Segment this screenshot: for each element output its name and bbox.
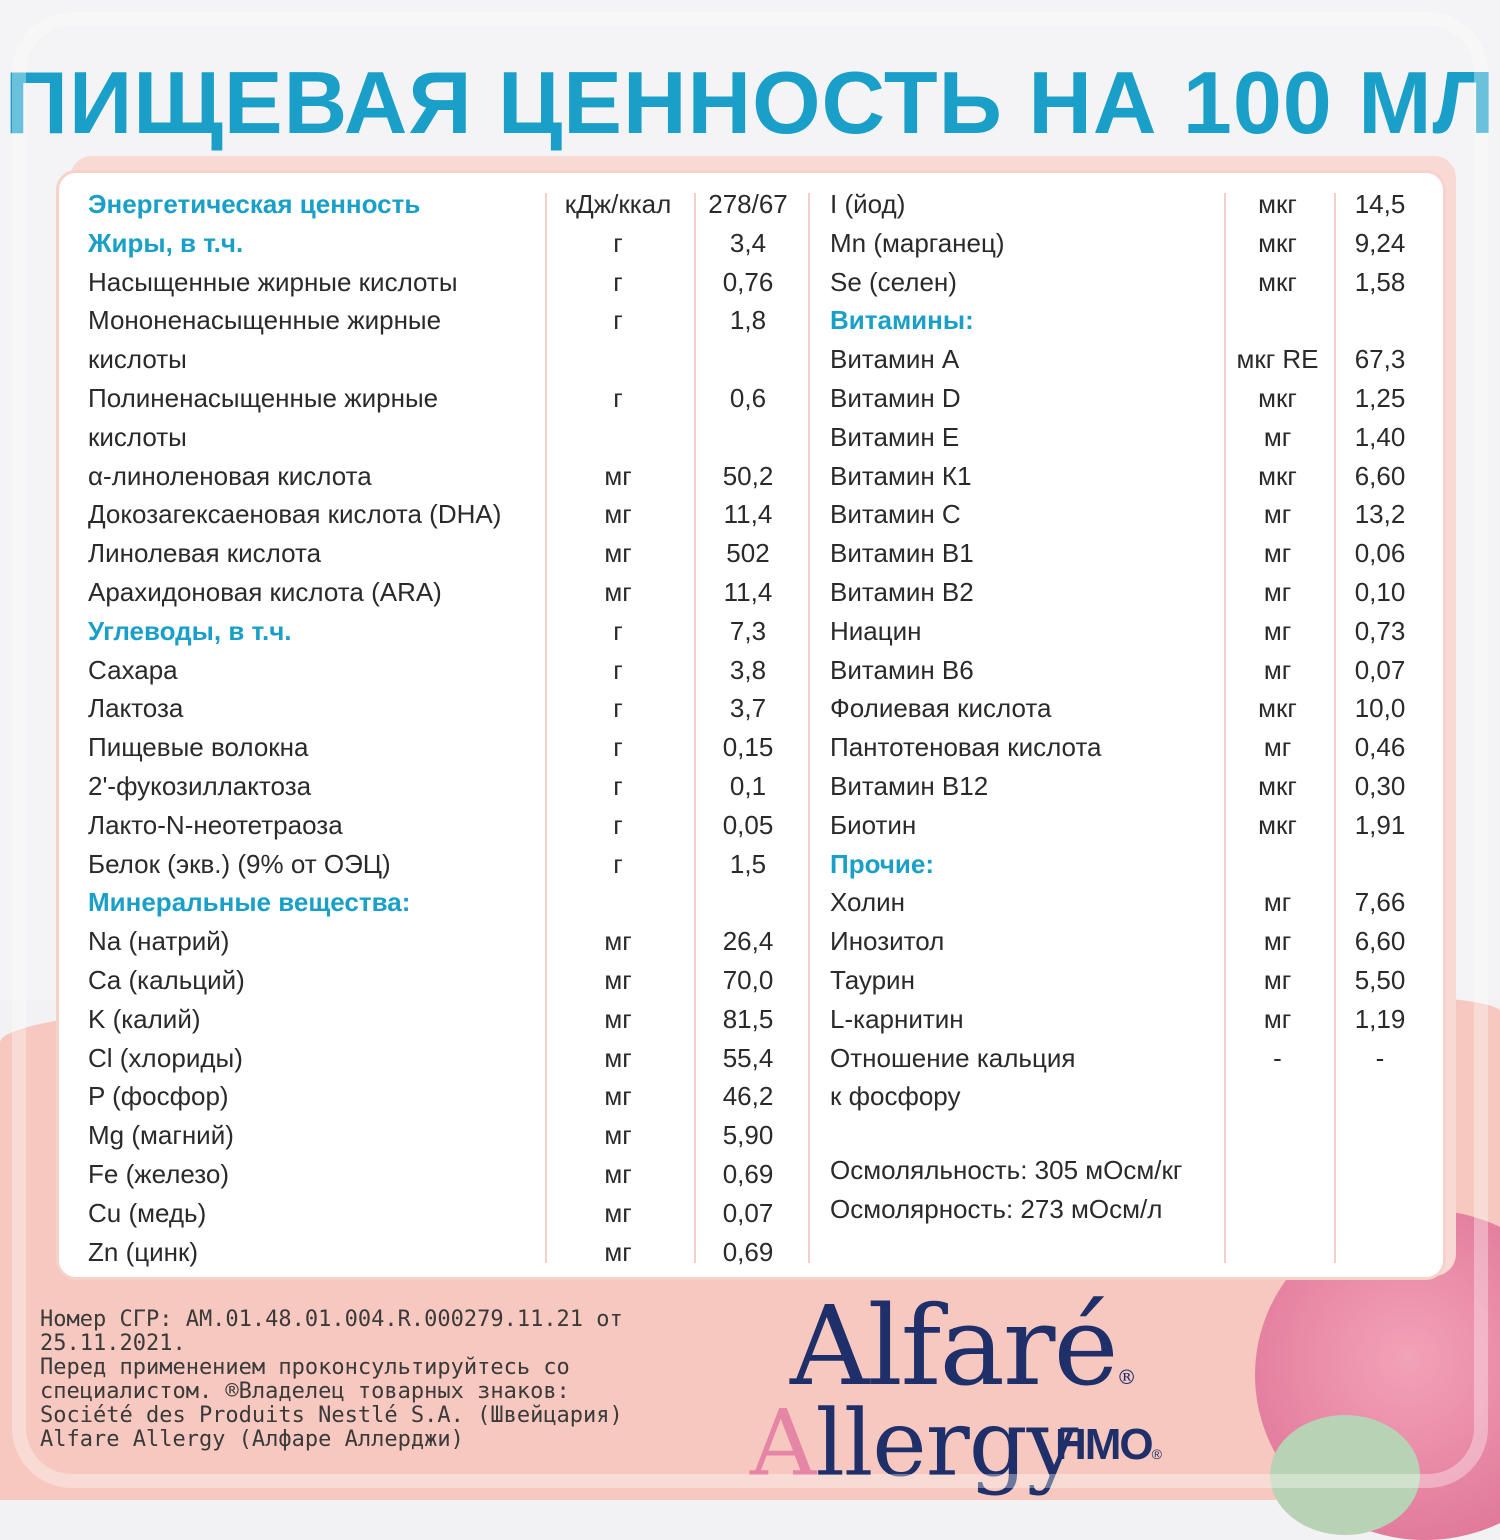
nutrient-value: 0,10 xyxy=(1354,577,1406,607)
nutrient-value: 0,73 xyxy=(1354,615,1406,646)
nutrient-value: 5,90 xyxy=(722,1120,774,1151)
nutrient-unit: мкг xyxy=(1258,227,1297,258)
nutrient-unit: мг xyxy=(604,1197,632,1228)
hmo-text: HMO xyxy=(1055,1420,1152,1469)
nutrient-name: Cl (хлориды) xyxy=(88,1042,243,1073)
nutrient-unit: мкг RE xyxy=(1236,344,1319,375)
nutrient-value: 55,4 xyxy=(722,1042,774,1073)
decor-blob-green xyxy=(1270,1415,1420,1535)
nutrient-value: 502 xyxy=(726,538,770,569)
nutrition-table xyxy=(56,170,1446,1280)
nutrient-name: Витамин В2 xyxy=(830,577,974,607)
nutrient-value: 6,60 xyxy=(1354,460,1406,491)
nutrient-name: Витамин В12 xyxy=(830,771,989,801)
nutrient-unit: мг xyxy=(1263,732,1292,763)
nutrient-name: Витамин К1 xyxy=(830,460,972,491)
nutrient-value: 81,5 xyxy=(722,1003,774,1034)
nutrient-name: Линолевая кислота xyxy=(88,538,322,569)
nutrient-name: Mg (магний) xyxy=(88,1120,234,1151)
nutrient-unit: г xyxy=(613,305,623,336)
nutrient-unit: мг xyxy=(1263,538,1292,569)
nutrient-name: Сахара xyxy=(88,654,178,685)
osmolarity-text: Осмолярность: 273 мОсм/л xyxy=(830,1194,1163,1224)
nutrient-value: 46,2 xyxy=(722,1081,774,1112)
nutrient-name: Прочие: xyxy=(830,848,934,879)
nutrient-value: 10,0 xyxy=(1354,693,1406,724)
nutrient-unit: мг xyxy=(1263,965,1292,995)
nutrient-name: Пантотеновая кислота xyxy=(830,732,1102,763)
nutrient-name: P (фосфор) xyxy=(88,1081,229,1112)
nutrient-name: Таурин xyxy=(830,965,915,995)
nutrient-unit: мкг xyxy=(1258,383,1297,413)
nutrient-value: 0,76 xyxy=(722,266,774,297)
nutrient-name: 2'-фукозиллактоза xyxy=(88,771,312,801)
nutrient-unit: г xyxy=(613,693,623,724)
nutrient-name: Витамин А xyxy=(830,344,960,375)
nutrient-value: 1,40 xyxy=(1354,421,1406,452)
nutrient-unit: мг xyxy=(604,577,632,607)
nutrient-name: Отношение кальция xyxy=(830,1042,1076,1073)
nutrient-unit: мг xyxy=(604,538,632,569)
nutrient-name: Витамин E xyxy=(830,421,960,452)
nutrient-unit: г xyxy=(613,771,623,801)
nutrient-unit: мг xyxy=(1263,499,1292,530)
nutrient-value: 0,30 xyxy=(1354,771,1406,801)
nutrient-name: Холин xyxy=(830,887,905,918)
nutrient-value: 0,07 xyxy=(1354,654,1406,685)
nutrient-name: Жиры, в т.ч. xyxy=(88,227,244,258)
nutrient-value: 14,5 xyxy=(1354,189,1406,219)
legal-line: 25.11.2021. xyxy=(40,1331,186,1356)
nutrient-name: Cu (медь) xyxy=(88,1197,207,1228)
nutrient-value: 3,4 xyxy=(729,227,767,258)
nutrient-unit: мг xyxy=(1263,615,1292,646)
nutrient-name: Витамин D xyxy=(830,383,961,413)
page-title: ПИЩЕВАЯ ЦЕННОСТЬ НА 100 МЛ xyxy=(4,53,1496,152)
nutrient-name: Фолиевая кислота xyxy=(830,693,1052,724)
nutrient-name: Mn (марганец) xyxy=(830,227,1005,258)
nutrient-name: Биотин xyxy=(830,809,917,840)
registered-mark: ® xyxy=(1116,1365,1135,1389)
nutrient-unit: мкг xyxy=(1258,771,1297,801)
nutrient-name: Zn (цинк) xyxy=(88,1236,199,1267)
nutrient-unit: мг xyxy=(604,1159,632,1189)
sublogo-letter: A xyxy=(750,1390,816,1497)
nutrient-unit: г xyxy=(613,809,623,840)
nutrient-value: 3,7 xyxy=(729,693,767,724)
nutrient-value: 278/67 xyxy=(708,189,788,219)
nutrient-name: Насыщенные жирные кислоты xyxy=(88,266,458,297)
nutrient-value: 0,1 xyxy=(729,771,767,801)
nutrient-name: Энергетическая ценность xyxy=(88,189,421,219)
nutrient-value: 0,15 xyxy=(722,732,774,763)
nutrient-unit: мг xyxy=(1263,887,1292,918)
nutrient-value: 11,4 xyxy=(723,499,773,530)
nutrient-unit: г xyxy=(613,227,623,258)
nutrient-unit: мг xyxy=(604,460,632,491)
nutrient-name: Витамины: xyxy=(830,305,974,336)
nutrient-value: 1,5 xyxy=(729,848,767,879)
nutrient-unit: г xyxy=(613,383,623,413)
nutrient-value: 0,69 xyxy=(722,1159,774,1189)
nutrient-name: Минеральные вещества: xyxy=(88,887,411,918)
nutrient-value: 1,58 xyxy=(1354,266,1406,297)
nutrient-value: 70,0 xyxy=(722,965,774,995)
nutrient-unit: мг xyxy=(604,1236,632,1267)
nutrient-unit: мг xyxy=(1263,421,1292,452)
divider xyxy=(545,193,547,1263)
nutrient-name: Лакто-N-неотетраоза xyxy=(88,809,343,840)
nutrient-value: 7,3 xyxy=(729,615,767,646)
nutrient-value: 0,46 xyxy=(1354,732,1406,763)
nutrient-name: Fe (железо) xyxy=(88,1159,230,1189)
nutrient-value: 50,2 xyxy=(722,460,774,491)
nutrient-name: Пищевые волокна xyxy=(88,732,309,763)
nutrient-value: 1,25 xyxy=(1354,383,1406,413)
legal-line: Alfare Allergy (Алфаре Аллерджи) xyxy=(40,1427,464,1452)
nutrient-name: Мононенасыщенные жирные xyxy=(88,305,442,336)
nutrient-value: 0,05 xyxy=(722,809,774,840)
nutrient-value: 0,69 xyxy=(722,1236,774,1267)
nutrient-value: 1,91 xyxy=(1354,809,1406,840)
nutrient-value: - xyxy=(1375,1042,1385,1073)
hmo-registered-mark: ® xyxy=(1151,1446,1160,1462)
nutrient-name: к фосфору xyxy=(830,1081,961,1112)
nutrient-value: 6,60 xyxy=(1354,926,1406,957)
hmo-logo xyxy=(1055,1420,1160,1470)
nutrient-name: Полиненасыщенные жирные xyxy=(88,383,439,413)
divider xyxy=(808,193,810,1263)
legal-line: специалистом. ®Владелец товарных знаков: xyxy=(40,1379,570,1404)
nutrient-value: 9,24 xyxy=(1354,227,1406,258)
brand-name: Alfaré xyxy=(790,1282,1117,1410)
nutrient-unit: кДж/ккал xyxy=(564,189,672,219)
nutrient-name: кислоты xyxy=(88,421,187,452)
nutrient-name: Se (селен) xyxy=(830,266,957,297)
nutrient-name: I (йод) xyxy=(830,189,906,219)
nutrient-value: 3,8 xyxy=(729,654,767,685)
nutrient-unit: мг xyxy=(1263,1003,1292,1034)
nutrient-value: 26,4 xyxy=(722,926,774,957)
nutrient-unit: мг xyxy=(1263,926,1292,957)
nutrient-name: Витамин В1 xyxy=(830,538,974,569)
nutrient-unit: мкг xyxy=(1258,266,1297,297)
nutrient-name: Арахидоновая кислота (ARA) xyxy=(88,577,442,607)
nutrient-unit: мг xyxy=(604,499,632,530)
nutrient-name: α-линоленовая кислота xyxy=(88,460,372,491)
nutrient-unit: г xyxy=(613,848,623,879)
nutrient-value: 13,2 xyxy=(1354,499,1406,530)
nutrient-name: K (калий) xyxy=(88,1003,201,1034)
nutrient-unit: г xyxy=(613,615,623,646)
nutrient-unit: г xyxy=(613,732,623,763)
nutrient-value: 1,19 xyxy=(1354,1003,1406,1034)
osmolality-text: Осмоляльность: 305 мОсм/кг xyxy=(830,1155,1183,1185)
brand-sublogo xyxy=(750,1390,1078,1497)
nutrient-unit: мг xyxy=(604,1120,632,1151)
nutrient-value: 7,66 xyxy=(1354,887,1406,918)
nutrient-name: Лактоза xyxy=(88,693,184,724)
nutrient-unit: мкг xyxy=(1258,460,1297,491)
nutrient-value: 11,4 xyxy=(723,577,773,607)
nutrient-name: L-карнитин xyxy=(830,1003,964,1034)
legal-line: Société des Produits Nestlé S.A. (Швейцария) xyxy=(40,1403,623,1428)
legal-text xyxy=(40,1308,730,1452)
nutrient-name: кислоты xyxy=(88,344,187,375)
nutrient-value: 5,50 xyxy=(1354,965,1406,995)
nutrient-unit: мг xyxy=(604,926,632,957)
nutrient-name: Углеводы, в т.ч. xyxy=(88,615,292,646)
nutrient-value: 0,07 xyxy=(722,1197,774,1228)
nutrient-name: Белок (экв.) (9% от ОЭЦ) xyxy=(88,848,391,879)
nutrient-unit: г xyxy=(613,266,623,297)
nutrient-unit: мкг xyxy=(1258,809,1297,840)
nutrient-unit: мкг xyxy=(1258,189,1297,219)
nutrient-unit: мг xyxy=(604,965,632,995)
nutrient-unit: мг xyxy=(1263,654,1292,685)
nutrient-unit: мкг xyxy=(1258,693,1297,724)
nutrient-name: Ниацин xyxy=(830,615,922,646)
nutrient-value: 67,3 xyxy=(1354,344,1406,375)
nutrient-value: 0,06 xyxy=(1354,538,1406,569)
nutrient-unit: г xyxy=(613,654,623,685)
nutrient-unit: мг xyxy=(604,1003,632,1034)
legal-line: Номер СГР: AM.01.48.01.004.R.000279.11.21 от xyxy=(40,1307,623,1332)
nutrient-name: Витамин В6 xyxy=(830,654,974,685)
nutrient-name: Докозагексаеновая кислота (DHA) xyxy=(88,499,502,530)
nutrient-value: 1,8 xyxy=(729,305,767,336)
nutrient-name: Инозитол xyxy=(830,926,945,957)
nutrient-name: Na (натрий) xyxy=(88,926,230,957)
nutrient-value: 0,6 xyxy=(729,383,767,413)
nutrient-unit: мг xyxy=(604,1042,632,1073)
nutrient-name: Витамин С xyxy=(830,499,961,530)
nutrient-name: Ca (кальций) xyxy=(88,965,245,995)
nutrient-unit: мг xyxy=(1263,577,1292,607)
legal-line: Перед применением проконсультируйтесь со xyxy=(40,1355,570,1380)
nutrient-unit: мг xyxy=(604,1081,632,1112)
nutrient-unit: - xyxy=(1273,1042,1282,1073)
sublogo-rest: llergy xyxy=(815,1390,1078,1497)
